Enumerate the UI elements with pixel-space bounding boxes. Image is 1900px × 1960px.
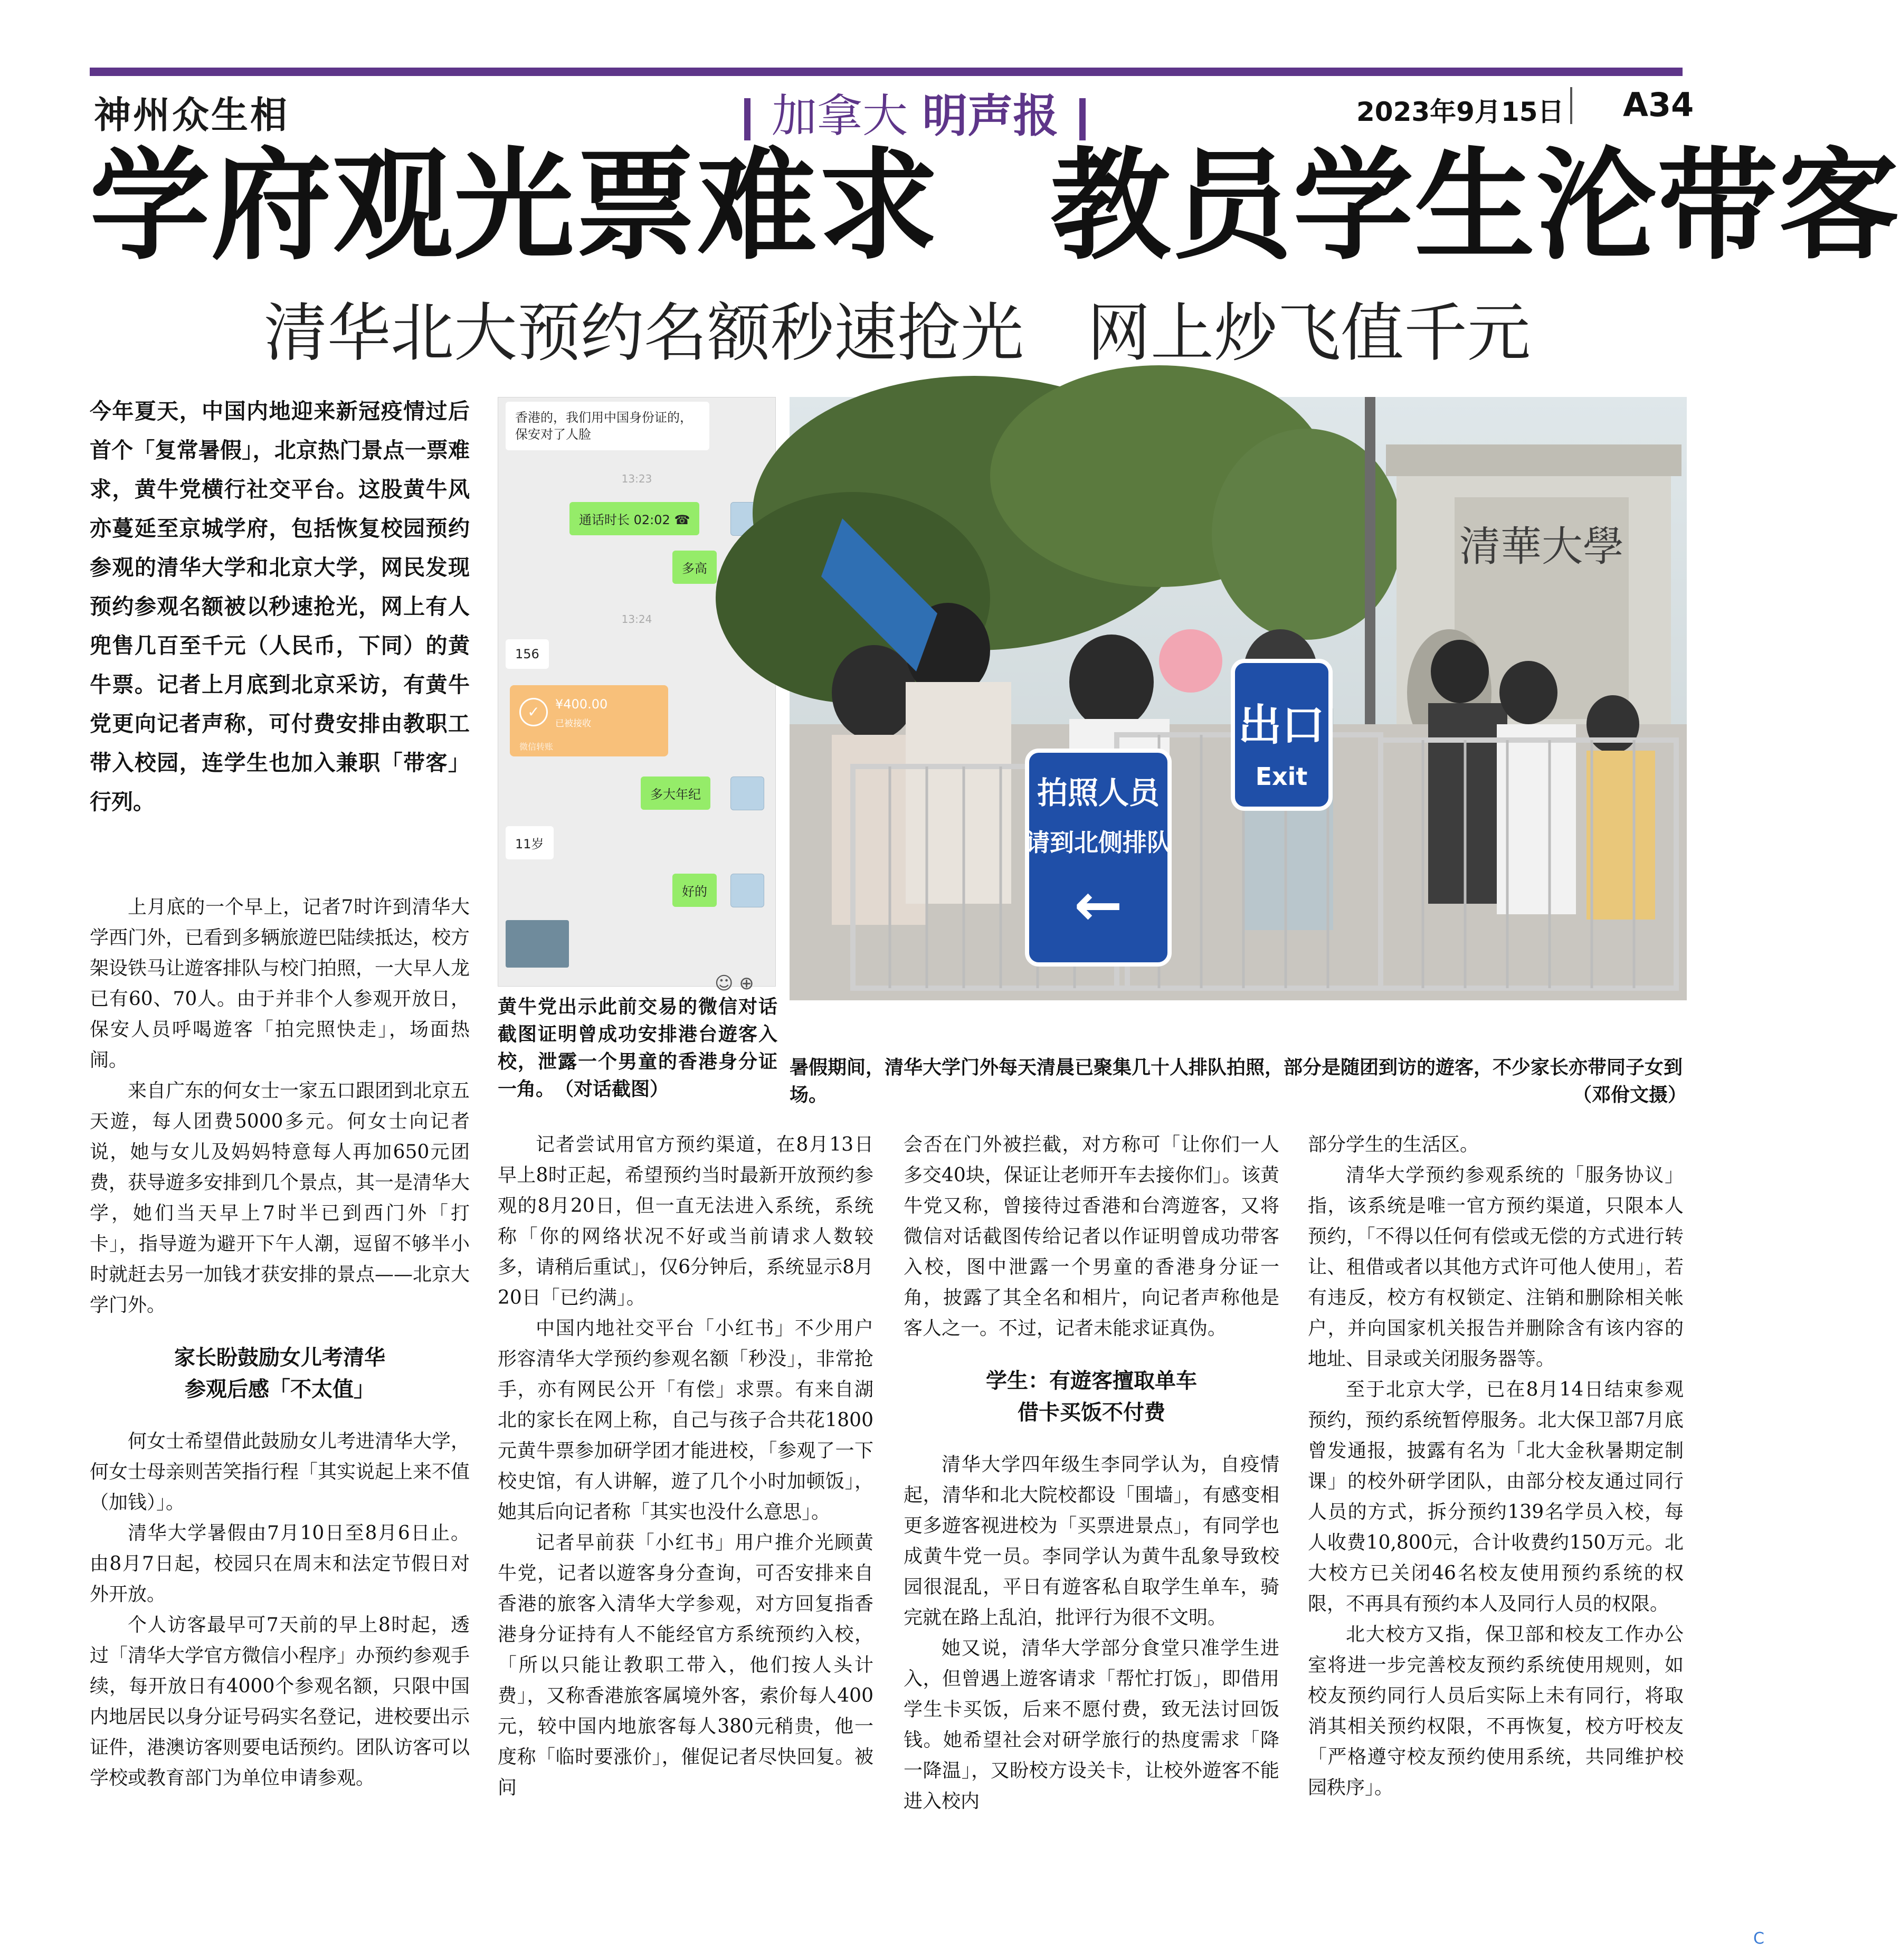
paragraph: 至于北京大学，已在8月14日结束参观预约，预约系统暂停服务。北大保卫部7月底曾发通报，披露有名为「北大金秋暑期定制课」的校外研学团队，由部分校友通过同行人员的方式，拆分预约139名学员入校，每人收费10,800元，合计收费约150万元。北大校方已关闭46名校友使用预约系统的权限，不再具有预约本人及同行人员的权限。 bbox=[1308, 1379, 1684, 1615]
sign-exit-sub: Exit bbox=[1255, 762, 1308, 791]
article-column-2 bbox=[498, 1130, 873, 1803]
chat-message-outgoing: 好的 bbox=[672, 874, 717, 907]
chat-timestamp: 13:24 bbox=[621, 613, 652, 626]
news-photo bbox=[790, 397, 1687, 1000]
headline bbox=[90, 136, 1900, 276]
subheading bbox=[90, 1342, 470, 1405]
headline-part-1: 学府观光票难求 bbox=[90, 136, 939, 276]
paragraph: 个人访客最早可7天前的早上8时起，透过「清华大学官方微信小程序」办预约参观手续，每开放日有4000个参观名额，只限中国内地居民以身分证号码实名登记，进校要出示证件，港澳访客则要电话预约。团队访客可以学校或教育部门为单位申请参观。 bbox=[90, 1614, 470, 1789]
chat-message-incoming: 香港的，我们用中国身份证的，保安对了人脸 bbox=[506, 402, 709, 450]
masthead-bar-right bbox=[1079, 98, 1086, 140]
masthead-name: 明声报 bbox=[922, 90, 1059, 143]
corner-mark: C bbox=[1753, 1929, 1764, 1948]
paragraph: 清华大学预约参观系统的「服务协议」指，该系统是唯一官方预约渠道，只限本人预约，「不得以任何有偿或无偿的方式进行转让、租借或者以其他方式许可他人使用」，若有违反，校方有权锁定、注销和删除相关帐户，并向国家机关报告并删除含有该内容的地址、目录或关闭服务器等。 bbox=[1308, 1164, 1684, 1370]
article-column-1 bbox=[90, 892, 470, 1794]
chat-timestamp: 13:23 bbox=[621, 472, 652, 485]
emoji-icon: ☺ ⊕ bbox=[715, 973, 754, 994]
photo-caption-text: 暑假期间，清华大学门外每天清晨已聚集几十人排队拍照，部分是随团到访的遊客，不少家长亦带同子女到场。 bbox=[790, 1057, 1683, 1106]
paragraph: 记者早前获「小红书」用户推介光顾黄牛党，记者以遊客身分查询，可否安排来自香港的旅客入清华大学参观，对方回复指香港身分证持有人不能经官方系统预约入校，「所以只能让教职工带入，他们按人头计费」，又称香港旅客属境外客，索价每人400元，较中国内地旅客每人380元稍贵，他一度称「临时要涨价」，催促记者尽快回复。被问 bbox=[498, 1532, 873, 1798]
chat-call-duration bbox=[569, 502, 699, 535]
paragraph: 清华大学暑假由7月10日至8月6日止。由8月7日起，校园只在周末和法定节假日对外开放。 bbox=[90, 1522, 470, 1605]
header-divider bbox=[1570, 87, 1572, 124]
avatar bbox=[730, 874, 764, 907]
paragraph: 记者尝试用官方预约渠道，在8月13日早上8时正起，希望预约当时最新开放预约参观的8月20日，但一直无法进入系统，系统称「你的网络状况不好或当前请求人数较多，请稍后重试」，仅6分钟后，系统显示8月20日「已约满」。 bbox=[498, 1134, 873, 1309]
wechat-screenshot bbox=[498, 397, 776, 994]
avatar bbox=[730, 777, 764, 810]
wechat-transfer-card bbox=[510, 685, 668, 756]
chat-message-outgoing: 多高 bbox=[672, 551, 717, 584]
paragraph: 北大校方又指，保卫部和校友工作办公室将进一步完善校友预约系统使用规则，如校友预约同行人员后实际上未有同行，将取消其相关预约权限，不再恢复，校方吁校友「严格遵守校友预约使用系统，共同维护校园秩序」。 bbox=[1308, 1624, 1684, 1798]
chat-message-incoming: 11岁 bbox=[506, 826, 554, 859]
subheadline bbox=[264, 282, 1531, 373]
photo-caption bbox=[790, 1054, 1687, 1109]
subheading-line-1: 家长盼鼓励女儿考清华 bbox=[174, 1346, 385, 1370]
masthead-prefix: 加拿大 bbox=[772, 90, 908, 143]
chat-message-incoming: 156 bbox=[506, 639, 549, 669]
headline-part-2: 教员学生沦带客 bbox=[1050, 136, 1900, 276]
subheadline-part-2: 网上炒飞值千元 bbox=[1087, 297, 1531, 370]
masthead-bar-left bbox=[744, 98, 750, 140]
page-number: A34 bbox=[1623, 86, 1694, 124]
paragraph: 中国内地社交平台「小红书」不少用户形容清华大学预约参观名额「秒没」，非常抢手，亦有网民公开「有偿」求票。有来自湖北的家长在网上称，自己与孩子合共花1800元黄牛票参加研学团才能进校，「参观了一下校史馆，有人讲解，遊了几个小时加顿饭」，她其后向记者称「其实也没什么意思」。 bbox=[498, 1318, 873, 1523]
subheading-line-1: 学生：有遊客擅取单车 bbox=[986, 1369, 1197, 1393]
paragraph: 部分学生的生活区。 bbox=[1308, 1134, 1479, 1156]
subheading-line-2: 借卡买饭不付费 bbox=[1018, 1400, 1165, 1425]
paragraph: 清华大学四年级生李同学认为，自疫情起，清华和北大院校都设「围墙」，有感变相更多遊客视进校为「买票进景点」，有同学也成黄牛党一员。李同学认为黄牛乱象导致校园很混乱，平日有遊客私自取学生单车，骑完就在路上乱泊，批评行为很不文明。 bbox=[904, 1454, 1279, 1628]
chat-caption: 黄牛党出示此前交易的微信对话截图证明曾成功安排港台遊客入校，泄露一个男童的香港身分证一角。 （对话截图） bbox=[498, 996, 777, 1100]
transfer-status: 已被接收 bbox=[555, 718, 591, 729]
sign-photo-queue-line-1: 拍照人员 bbox=[1037, 775, 1160, 811]
paragraph: 何女士希望借此鼓励女儿考进清华大学，何女士母亲则苦笑指行程「其实说起上来不值（加钱）」。 bbox=[90, 1431, 470, 1513]
arrow-left-icon: ← bbox=[1074, 871, 1123, 939]
transfer-label: 微信转账 bbox=[519, 742, 554, 752]
section-name: 神州众生相 bbox=[94, 93, 289, 137]
chat-message-outgoing: 多大年纪 bbox=[641, 777, 710, 810]
id-card-thumbnail bbox=[506, 920, 569, 968]
transfer-amount: ¥400.00 bbox=[555, 697, 608, 712]
phone-icon: ☎ bbox=[674, 513, 690, 527]
paragraph: 来自广东的何女士一家五口跟团到北京五天遊，每人团费5000多元。何女士向记者说，她与女儿及妈妈特意每人再加650元团费，获导遊多安排到几个景点，其一是清华大学，她们当天早上7时半已到西门外「打卡」，指导遊为避开下午人潮，逗留不够半小时就赶去另一加钱才获安排的景点——北京大学门外。 bbox=[90, 1080, 470, 1316]
header-rule bbox=[90, 68, 1683, 76]
article-column-4 bbox=[1308, 1130, 1684, 1803]
paragraph: 会否在门外被拦截，对方称可「让你们一人多交40块，保证让老师开车去接你们」。该黄牛党又称，曾接待过香港和台湾遊客，又将微信对话截图传给记者以作证明曾成功带客入校，图中泄露一个男童的香港身分证一角，披露了其全名和相片，向记者声称他是客人之一。不过，记者未能求证真伪。 bbox=[904, 1134, 1279, 1339]
issue-date: 2023年9月15日 bbox=[1356, 97, 1564, 127]
gate-inscription: 清華大學 bbox=[1459, 523, 1624, 571]
subheadline-part-1: 清华北大预约名额秒速抢光 bbox=[264, 297, 1024, 370]
paragraph: 上月底的一个早上，记者7时许到清华大学西门外，已看到多辆旅遊巴陆续抵达，校方架设铁马让遊客排队与校门拍照，一大早人龙已有60、70人。由于并非个人参观开放日，保安人员呼喝遊客「拍完照快走」，场面热闹。 bbox=[90, 896, 470, 1071]
queue-photo-illustration bbox=[790, 397, 1687, 1000]
photo-credit: （邓佾文摄） bbox=[1572, 1084, 1687, 1106]
masthead bbox=[723, 79, 1107, 145]
lede-paragraph: 今年夏天，中国内地迎来新冠疫情过后首个「复常暑假」，北京热门景点一票难求，黄牛党横行社交平台。这股黄牛风亦蔓延至京城学府，包括恢复校园预约参观的清华大学和北京大学，网民发现预约参观名额被以秒速抢光，网上有人兜售几百至千元（人民币，下同）的黄牛票。记者上月底到北京采访，有黄牛党更向记者声称，可付费安排由教职工带入校园，连学生也加入兼职「带客」行列。 bbox=[90, 399, 470, 815]
sign-photo-queue-line-2: 请到北侧排队 bbox=[1025, 828, 1171, 857]
check-icon: ✓ bbox=[519, 698, 548, 726]
subheading bbox=[904, 1365, 1279, 1428]
article-column-3 bbox=[904, 1130, 1279, 1817]
paragraph: 她又说，清华大学部分食堂只准学生进入，但曾遇上遊客请求「帮忙打饭」，即借用学生卡买饭，后来不愿付费，致无法讨回饭钱。她希望社会对研学旅行的热度需求「降一降温」，又盼校方设关卡，让校外遊客不能进入校内 bbox=[904, 1637, 1279, 1812]
subheading-line-2: 参观后感「不太值」 bbox=[185, 1377, 375, 1402]
sign-exit: 出口 bbox=[1238, 700, 1325, 751]
call-duration-text: 通话时长 02:02 bbox=[579, 513, 670, 527]
